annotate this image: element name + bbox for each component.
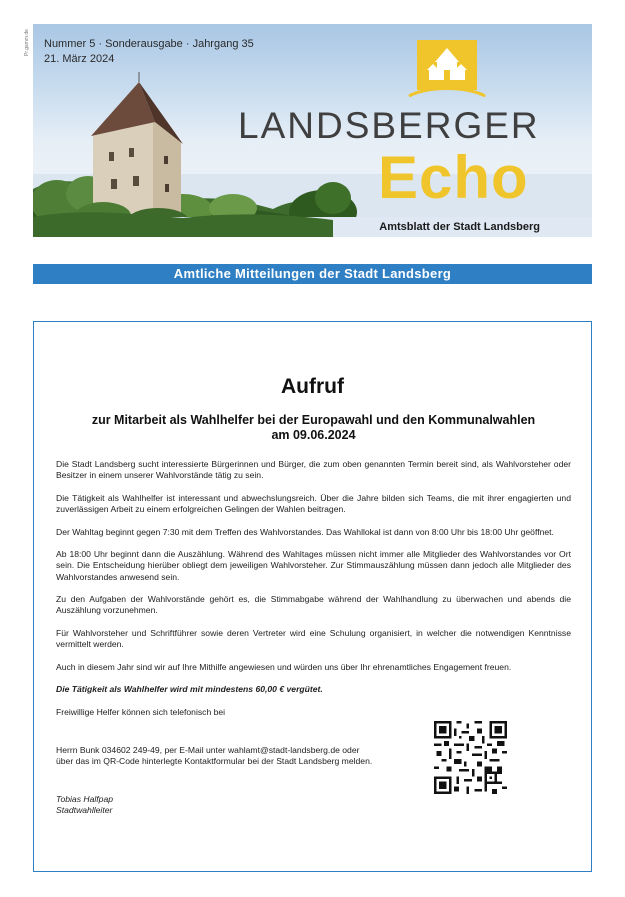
- section-title-text: Amtliche Mitteilungen der Stadt Landsberg: [173, 266, 452, 281]
- contact-line: über das im QR-Code hinterlegte Kontaktformular bei der Stadt Landsberg melden.: [56, 756, 373, 767]
- paragraph: Zu den Aufgaben der Wahlvorstände gehört es, die Stimmabgabe während der Wahlhandlung zu überwachen und abends die Auszählung vorzunehmen.: [56, 594, 571, 616]
- notice-subtitle: [74, 413, 553, 443]
- photo-credit: Pr.gamm.de: [24, 29, 30, 56]
- paragraph: Auch in diesem Jahr sind wir auf Ihre Mithilfe angewiesen und würden uns über Ihr ehrenamtliches Engagement freuen.: [56, 661, 512, 672]
- issue-line: Nummer 5 · Sonderausgabe · Jahrgang 35: [44, 38, 254, 50]
- castle-logo-icon: [407, 38, 487, 98]
- notice-box: [33, 321, 592, 872]
- issue-info: [44, 37, 254, 67]
- notice-body: [56, 459, 571, 730]
- contact-line: Herrn Bunk 034602 249-49, per E-Mail unter wahlamt@stadt-landsberg.de oder: [56, 745, 360, 755]
- signer-role: Stadtwahlleiter: [56, 805, 113, 816]
- paragraph: Die Stadt Landsberg sucht interessierte Bürgerinnen und Bürger, die zum oben genannten Termin bereit sind, als Wahlvorsteher oder Besitzer in einem unserer Wahlvorstände tätig zu sein.: [56, 459, 571, 481]
- masthead: [33, 24, 592, 237]
- qr-code-icon[interactable]: [434, 721, 507, 794]
- paragraph: Die Tätigkeit als Wahlhelfer ist interessant und abwechslungsreich. Über die Jahre bilden sich Teams, die mit ihrer engagierten und zuverlässigen Arbeit zu einem erfolgreichen Gelingen der Wahlen beitragen.: [56, 492, 571, 514]
- section-title: [33, 264, 592, 284]
- brand-name: LANDSBERGER: [238, 105, 540, 146]
- paragraph: Ab 18:00 Uhr beginnt dann die Auszählung. Während des Wahltages müssen nicht immer alle Mitglieder des Wahlvorstandes vor Ort sein. Die Entscheidung hierüber obliegt dem jeweiligen Wahlvorsteher. Zur Stimmauszählung müssen dann jedoch alle Mitglieder des Wahlvorstandes anwesend sein.: [56, 549, 571, 582]
- notice-subtitle-line2: am 09.06.2024: [271, 428, 356, 442]
- notice-subtitle-line1: zur Mitarbeit als Wahlhelfer bei der Europawahl und den Kommunalwahlen: [91, 413, 536, 427]
- signature: [56, 794, 113, 816]
- paragraph: Der Wahltag beginnt gegen 7:30 mit dem Treffen des Wahlvorstandes. Das Wahllokal ist dann von 8:00 Uhr bis 18:00 Uhr geöffnet.: [56, 526, 554, 537]
- tagline: Amtsblatt der Stadt Landsberg: [379, 221, 540, 233]
- paragraph: Für Wahlvorsteher und Schriftführer sowie deren Vertreter wird eine Schulung organisiert, in welcher die notwendigen Kenntnisse vermittelt werden.: [56, 627, 571, 650]
- phone-intro: Freiwillige Helfer können sich telefonisch bei: [56, 706, 226, 717]
- contact-info: [56, 745, 416, 767]
- signer-name: Tobias Halfpap: [56, 794, 114, 804]
- brand-echo: Echo: [378, 144, 529, 211]
- compensation-note: Die Tätigkeit als Wahlhelfer wird mit mindestens 60,00 € vergütet.: [56, 684, 323, 695]
- issue-date: 21. März 2024: [44, 53, 115, 65]
- notice-title: Aufruf: [281, 375, 344, 398]
